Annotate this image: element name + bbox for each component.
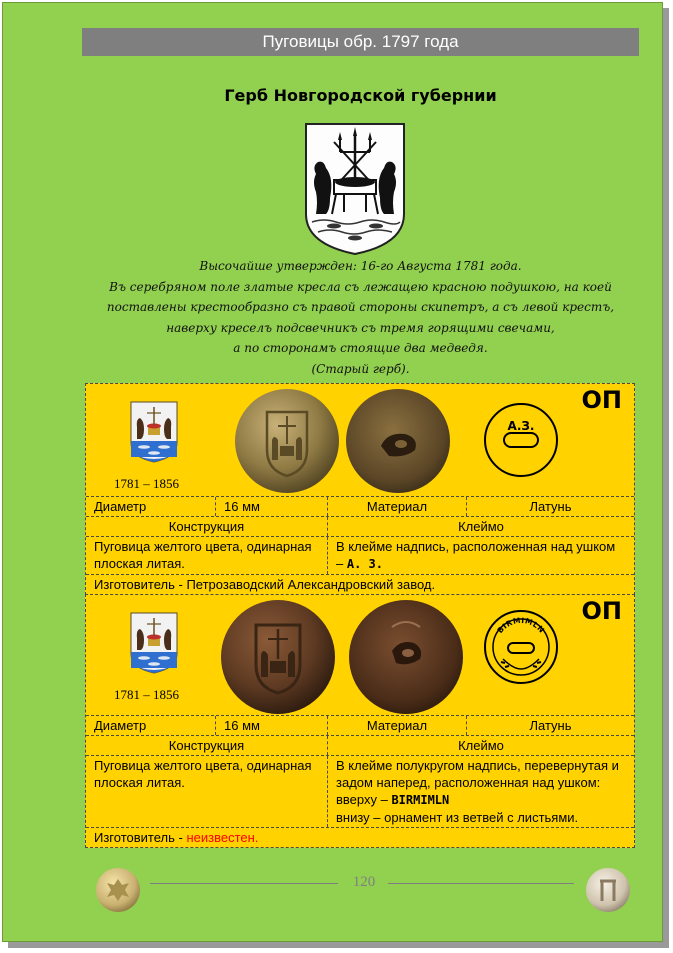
diameter-label: Диаметр	[86, 716, 216, 735]
details-row	[86, 756, 634, 828]
stamp-mark-text: А.З.	[507, 419, 535, 433]
material-value: Латунь	[529, 499, 572, 514]
button-front-photo	[220, 599, 336, 715]
desc-line-5: а по сторонамъ стоящие два медведя.	[233, 341, 488, 355]
button-back-photo	[345, 388, 451, 494]
type-badge: ОП	[581, 597, 622, 625]
footer-rule-right	[388, 883, 574, 884]
maker-row	[86, 575, 634, 594]
desc-line-6: (Старый герб).	[311, 361, 410, 376]
mini-coat-of-arms-icon	[130, 401, 178, 463]
card-images	[86, 384, 634, 497]
desc-line-4: наверху креселъ подсвечникъ съ тремя горящими свечами,	[166, 320, 555, 335]
stamp-top-line	[336, 791, 626, 809]
years-label: 1781 – 1856	[114, 687, 179, 702]
maker-value: неизвестен.	[186, 830, 259, 845]
years-label: 1781 – 1856	[114, 476, 179, 491]
coat-of-arms-image	[304, 122, 406, 256]
diameter-value: 16 мм	[216, 716, 328, 735]
footer-rule-left	[150, 883, 338, 884]
stamp-mark-text: BIRMIMLN	[495, 615, 547, 635]
card-images	[86, 595, 634, 716]
maker-label: Изготовитель -	[94, 577, 183, 592]
desc-line-2: Въ серебряном поле златые кресла съ лежащею красною подушкою, на коей	[109, 279, 612, 294]
maker-row	[86, 828, 634, 847]
maker-cell	[86, 828, 634, 847]
type-badge: ОП	[581, 386, 622, 414]
maker-value: Петрозаводский Александровский завод.	[186, 577, 436, 592]
stamp-code: BIRMIMLN	[391, 793, 450, 807]
section-title: Герб Новгородской губернии	[224, 86, 497, 105]
stamp-text: В клейме надпись, расположенная над ушком –	[336, 539, 616, 571]
headings-row	[86, 517, 634, 537]
diameter-label: Диаметр	[86, 497, 216, 516]
material-value: Латунь	[529, 718, 572, 733]
button-card-1	[85, 383, 635, 595]
desc-line-1: Высочайше утвержден: 16-го Августа 1781 года.	[199, 259, 522, 273]
page-shadow-right	[663, 8, 669, 946]
stamp-top-prefix: вверху –	[336, 792, 388, 807]
construction-heading: Конструкция	[86, 517, 328, 536]
stamp-heading: Клеймо	[458, 738, 504, 753]
construction-text: Пуговица желтого цвета, одинарная плоская литая.	[86, 537, 328, 574]
page-shadow-bottom	[8, 942, 669, 948]
stamp-bottom-line: внизу – орнамент из ветвей с листьями.	[336, 810, 579, 825]
stamp-heading: Клеймо	[458, 519, 504, 534]
material-label: Материал	[328, 716, 467, 735]
stamp-text: В клейме полукругом надпись, перевернутая и задом наперед, расположенная над ушком:	[336, 758, 619, 790]
dimensions-row	[86, 716, 634, 736]
footer-monogram-button-icon	[585, 867, 631, 913]
dimensions-row	[86, 497, 634, 517]
desc-line-3: поставлены крестообразно съ правой стороны скипетръ, а съ левой крестъ,	[106, 300, 615, 314]
stamp-description	[328, 537, 634, 574]
coat-of-arms-description	[82, 256, 639, 379]
details-row	[86, 537, 634, 575]
page-number: 120	[352, 874, 376, 890]
button-card-2	[85, 594, 635, 848]
headings-row	[86, 736, 634, 756]
footer-eagle-button-icon	[95, 867, 141, 913]
button-front-photo	[234, 388, 340, 494]
maker-cell	[86, 575, 634, 594]
construction-heading: Конструкция	[86, 736, 328, 755]
diameter-value: 16 мм	[216, 497, 328, 516]
stamp-description	[328, 756, 634, 827]
page-header: Пуговицы обр. 1797 года	[82, 28, 639, 56]
maker-label: Изготовитель -	[94, 830, 183, 845]
stamp-code: А. З.	[346, 557, 383, 571]
construction-text: Пуговица желтого цвета, одинарная плоская литая.	[86, 756, 328, 827]
stamp-mark-drawing	[483, 609, 559, 685]
material-label: Материал	[328, 497, 467, 516]
stamp-mark-drawing	[483, 402, 559, 478]
button-back-photo	[348, 599, 464, 715]
mini-coat-of-arms-icon	[130, 612, 178, 674]
